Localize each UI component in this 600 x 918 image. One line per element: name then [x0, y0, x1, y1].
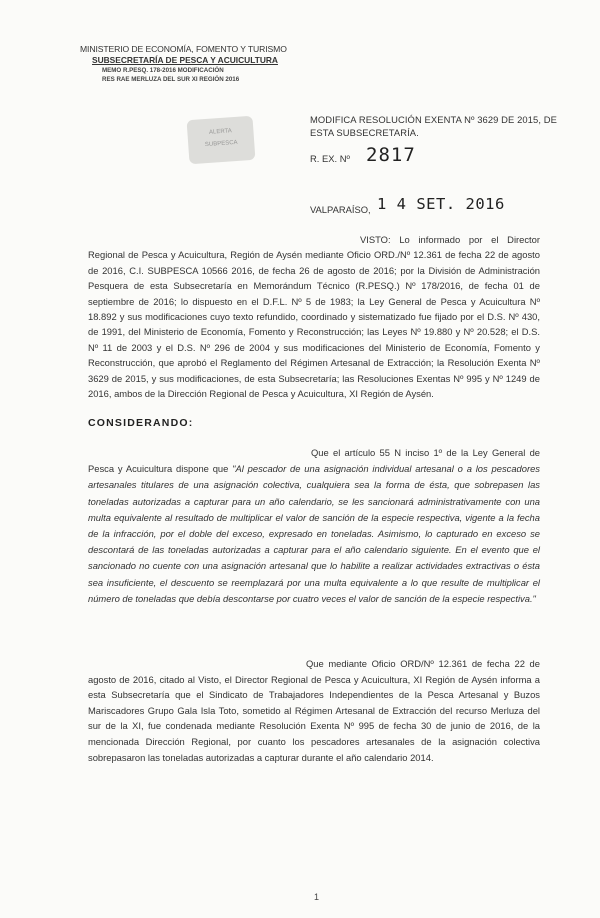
visto-text: Lo informado por el Director Regional de Pesca y Acuicultura, Región de Aysén mediante Oficio ORD./Nº 12.361 de fecha 22 de agosto de 2016, C.I. SUBPESCA 10566 2016, de fecha 26 de agosto de 2016; por la División de Administración Pesquera de esta Subsecretaría en Memorándum Técnico (R.PESQ.) Nº 178/2016, de fecha 01 de septiembre de 2016; lo dispuesto en el D.F.L. Nº 5 de 1983; la Ley General de Pesca y Acuicultura Nº 18.892 y sus modificaciones cuyo texto refundido, coordinado y sistematizado fue fijado por el D.S. Nº 430, de 1991, del Ministerio de Economía, Fomento y Reconstrucción; las Leyes Nº 19.880 y Nº 20.528; el D.S. Nº 11 de 2003 y el D.S. Nº 296 de 2004 y sus modificaciones del Ministerio de Economía, Fomento y Reconstrucción, que aprobó el Reglamento del Régimen Artesanal de Extracción; la Resolución Exenta Nº 3629 de 2015, y sus modificaciones, de esta Subsecretaría; las Resoluciones Exentas Nº 995 y Nº 1249 de 2016, ambos de la Dirección Regional de Pesca y Acuicultura, XI Región de Aysén.	[88, 234, 540, 400]
office-stamp	[187, 116, 256, 164]
considerando-heading: CONSIDERANDO:	[88, 417, 194, 429]
stamp-line-1: ALERTA	[208, 128, 233, 136]
article-intro: Que el artículo 55 N inciso 1º de la Ley General de Pesca y Acuicultura dispone que	[88, 447, 540, 475]
letterhead	[80, 44, 310, 84]
res-reference: RES RAE MERLUZA DEL SUR XI REGIÓN 2016	[102, 76, 240, 83]
city: VALPARAÍSO,	[310, 204, 371, 215]
ministry-name: MINISTERIO DE ECONOMÍA, FOMENTO Y TURISMO	[80, 44, 287, 54]
considerando-paragraph-2: Que mediante Oficio ORD/Nº 12.361 de fecha 22 de agosto de 2016, citado al Visto, el Director Regional de Pesca y Acuicultura, XI Región de Aysén informa a esta Subsecretaría que el Sindicato de Trabajadores Independientes de la Pesca Artesanal y Buzos Mariscadores Grupo Gala Isla Toto, sometido al Régimen Artesanal de Extracción del recurso Merluza del sur de la XI, fue condenada mediante Resolución Exenta Nº 995 de fecha 30 de junio de 2016, de la mencionada Dirección Regional, por cuanto los pescadores artesanales de la asignación colectiva sobrepasaron las toneladas autorizadas a capturar durante el año calendario 2014.	[88, 658, 540, 763]
subsecretaria-name: SUBSECRETARÍA DE PESCA Y ACUICULTURA	[92, 55, 278, 65]
stamped-date: 1 4 SET. 2016	[377, 195, 505, 213]
memo-reference: MEMO R.PESQ. 178-2016 MODIFICACIÓN	[102, 67, 224, 74]
rex-label: R. EX. Nº	[310, 153, 350, 164]
page-number: 1	[314, 892, 320, 902]
rex-number: 2817	[366, 144, 416, 166]
visto-label: VISTO:	[360, 234, 391, 245]
considerando-paragraph-1	[88, 445, 540, 607]
place-date-line	[310, 195, 570, 218]
article-quote: "Al pescador de una asignación individual artesanal o a los pescadores artesanales titulares de una asignación colectiva, cualquiera sea la forma de ésta, que sobrepasen las toneladas autorizadas a capturar para un año calendario, se les sancionará administrativamente con una multa equivalente al resultado de multiplicar el valor de sanción de la especie respectiva, vigente a la fecha de la infracción, por el doble del exceso, expresado en toneladas. Asimismo, lo capturado en exceso se descontará de las toneladas autorizadas a capturar para el año calendario siguiente. En el evento que el sancionado no cuente con una asignación artesanal que lo habilite a realizar actividades extractivas o ésta sea insuficiente, el descuento se reemplazará por una multa equivalente a lo que resulte de multiplicar el número de toneladas que debía descontarse por cuatro veces el valor de sanción de la especie respectiva."	[88, 463, 540, 604]
resolution-title: MODIFICA RESOLUCIÓN EXENTA Nº 3629 DE 2015, DE ESTA SUBSECRETARÍA.	[310, 114, 557, 138]
stamp-line-2: SUBPESCA	[204, 139, 238, 149]
resolution-number-line	[310, 144, 416, 166]
visto-paragraph	[88, 232, 540, 401]
